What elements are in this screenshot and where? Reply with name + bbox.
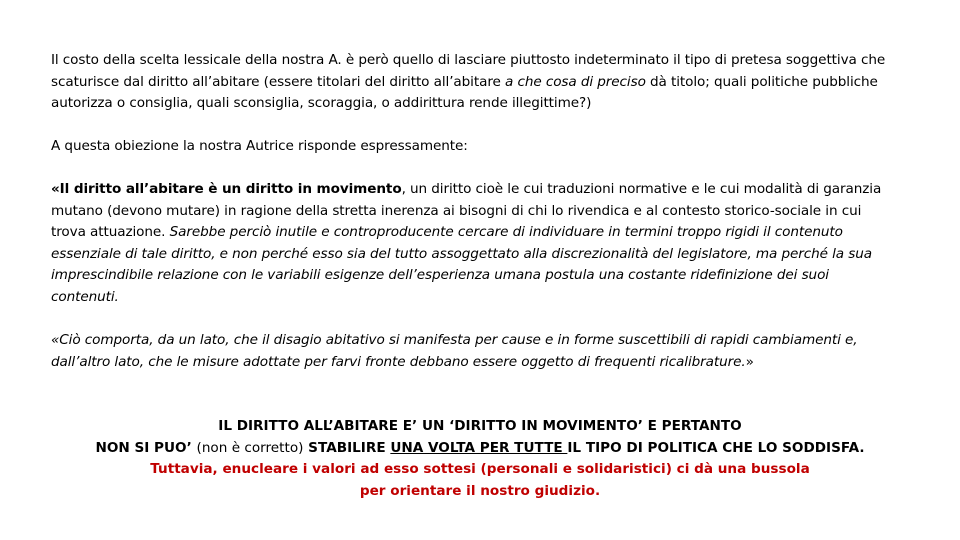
objection-text: A questa obiezione la nostra Autrice risponde espressamente:: [51, 138, 468, 154]
compass-note: [40, 459, 920, 502]
conclusion-part-a: NON SI PUO’: [95, 439, 197, 456]
intro-text-end: dà titolo; quali politiche pubbliche autorizza o consiglia, quali sconsiglia, scoraggia, o addirittura rende illegittime?): [51, 73, 878, 111]
intro-paragraph: [51, 50, 891, 115]
conclusion-line-2: [40, 438, 920, 460]
quote-1-italic-text: Sarebbe perciò inutile e controproducente cercare di individuare in termini troppo rigidi il contenuto essenziale di tale diritto, e non perché esso sia del tutto assoggettato alla discrezionalità del legislatore, ma perché la sua imprescindibile relazione con le variabili esigenze dell’esperienza umana postula una costante ridefinizione dei suoi contenuti.: [51, 224, 872, 305]
objection-paragraph: [51, 136, 891, 158]
conclusion-block: [40, 416, 920, 459]
quote-2-italic-text: «Ciò comporta, da un lato, che il disagio abitativo si manifesta per cause e in forme suscettibili di rapidi cambiamenti e, dall’altro lato, che le misure adottate per farvi fronte debbano essere oggetto di frequenti ricalibrature.: [51, 332, 858, 370]
quote-2-closing: »: [745, 353, 754, 370]
note-line-2: per orientare il nostro giudizio.: [359, 482, 601, 499]
quote-1-text: , un diritto cioè le cui traduzioni normative e le cui modalità di garanzia mutano (devono mutare) in ragione della stretta inerenza ai bisogni di chi lo rivendica e al contesto storico-sociale in cui trova attuazione.: [51, 181, 882, 240]
quote-1-bold-lead: «Il diritto all’abitare è un diritto in movimento: [51, 181, 402, 197]
intro-italic-phrase: a che cosa di preciso: [505, 73, 646, 90]
author-quote-1: [51, 179, 891, 308]
conclusion-parenthetical: (non è corretto): [196, 439, 304, 456]
conclusion-part-c: STABILIRE: [303, 439, 391, 456]
note-line-1: Tuttavia, enucleare i valori ad esso sottesi (personali e solidaristici) ci dà una bussola: [150, 461, 810, 477]
conclusion-part-e: IL TIPO DI POLITICA CHE LO SODDISFA.: [567, 439, 865, 456]
conclusion-underlined-phrase: UNA VOLTA PER TUTTE: [390, 439, 568, 456]
conclusion-line-1: IL DIRITTO ALL’ABITARE E’ UN ‘DIRITTO IN MOVIMENTO’ E PERTANTO: [218, 418, 742, 434]
author-quote-2: [51, 330, 891, 373]
intro-text: Il costo della scelta lessicale della nostra A. è però quello di lasciare piuttosto indeterminato il tipo di pretesa soggettiva che scaturisce dal diritto all’abitare (essere titolari del diritto all’abitare: [51, 52, 886, 90]
